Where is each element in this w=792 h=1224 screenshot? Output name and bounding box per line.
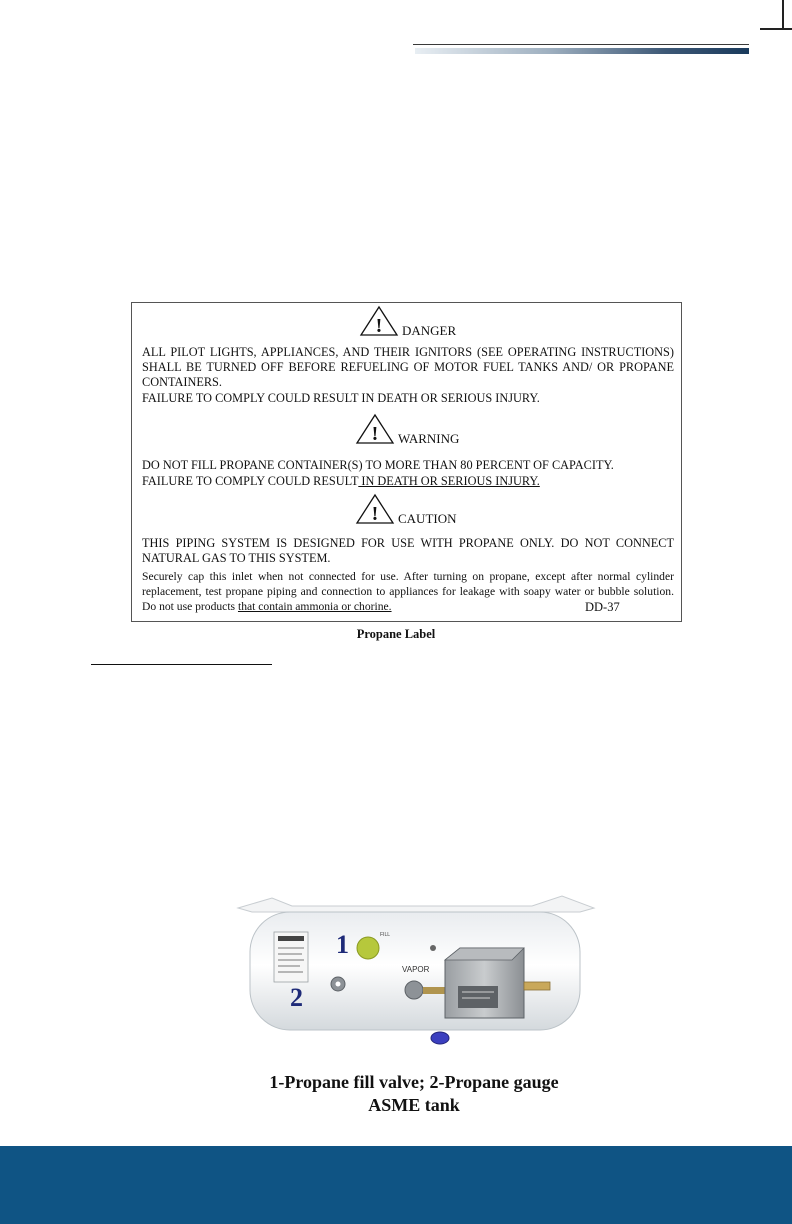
svg-text:!: ! (375, 315, 383, 337)
warning-consequence-plain: FAILURE TO COMPLY COULD RESULT (142, 474, 359, 488)
danger-consequence: FAILURE TO COMPLY COULD RESULT IN DEATH OR SERIOUS INJURY. (142, 391, 540, 405)
caution-heading (355, 493, 457, 525)
photo-caption-line2: ASME tank (368, 1095, 460, 1115)
warning-triangle-icon (355, 413, 395, 445)
warning-triangle-icon (355, 493, 395, 525)
marker-1: 1 (336, 930, 349, 959)
asme-tank-photo (232, 890, 596, 1055)
danger-heading (359, 305, 456, 337)
caution-title: CAUTION (398, 511, 457, 526)
marker-2: 2 (290, 983, 303, 1012)
caution-instructions-underlined: that contain ammonia or chorine. (237, 600, 392, 613)
fill-tag: FILL (380, 932, 391, 938)
section-heading-underline (91, 664, 272, 665)
label-caption: Propane Label (356, 627, 436, 641)
svg-text:!: ! (371, 503, 379, 525)
header-gradient-rule (415, 48, 749, 54)
caution-instructions-plain: Securely cap this inlet when not connected for use. After turning on propane, except after normal cylinder replacement, test propane piping and connection to appliances for leakage with soapy water or bubble solution. Do not use products (142, 570, 674, 613)
propane-warning-label (131, 302, 682, 622)
danger-title: DANGER (402, 323, 457, 338)
photo-caption-line1: 1-Propane fill valve; 2-Propane gauge (269, 1072, 559, 1092)
warning-triangle-icon (359, 305, 399, 337)
label-code: DD-37 (585, 600, 620, 614)
warning-heading (355, 413, 459, 445)
warning-title: WARNING (398, 431, 460, 446)
warning-consequence (142, 474, 674, 489)
vapor-tag: VAPOR (402, 965, 430, 974)
danger-text: ALL PILOT LIGHTS, APPLIANCES, AND THEIR IGNITORS (SEE OPERATING INSTRUCTIONS) SHALL BE TURNED OFF BEFORE REFUELING OF MOTOR FUEL TANKS AND/ OR PROPANE CONTAINERS. (142, 345, 674, 389)
crop-mark-horizontal (760, 28, 792, 30)
warning-text: DO NOT FILL PROPANE CONTAINER(S) TO MORE THAN 80 PERCENT OF CAPACITY. (142, 458, 614, 472)
warning-consequence-underlined: IN DEATH OR SERIOUS INJURY. (358, 474, 540, 488)
crop-mark-vertical (782, 0, 784, 28)
header-rule-thin (413, 44, 749, 45)
caution-text: THIS PIPING SYSTEM IS DESIGNED FOR USE WITH PROPANE ONLY. DO NOT CONNECT NATURAL GAS TO THIS SYSTEM. (142, 536, 674, 565)
svg-text:!: ! (371, 423, 379, 445)
footer-bar (0, 1146, 792, 1224)
